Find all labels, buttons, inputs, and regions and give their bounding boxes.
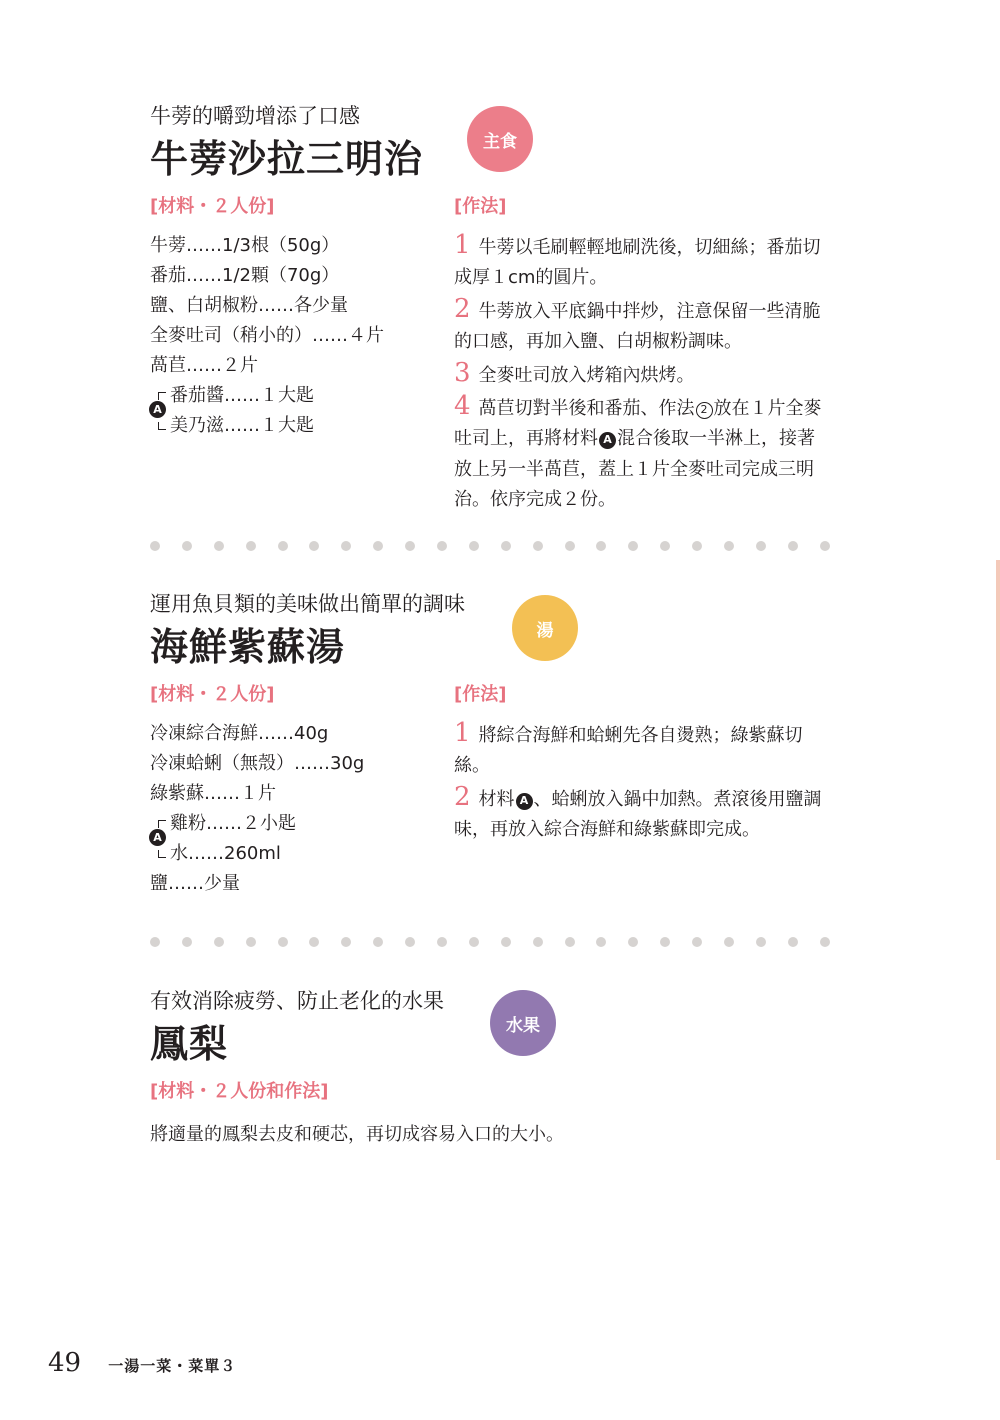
divider-dot — [724, 541, 734, 551]
divider-dot — [660, 541, 670, 551]
ingredient-item: 鹽、白胡椒粉……各少量 — [150, 295, 348, 316]
page-edge-bar — [996, 560, 1000, 1160]
recipe-seafood-shiso-soup — [150, 588, 830, 908]
divider-dot — [373, 937, 383, 947]
divider-dot — [501, 937, 511, 947]
step-item — [454, 391, 830, 516]
divider-dot — [405, 937, 415, 947]
divider-dot — [565, 937, 575, 947]
step-number: 4 — [454, 391, 471, 422]
step-text: 全麥吐司放入烤箱內烘烤。 — [478, 364, 695, 386]
ingredient-item: 冷凍蛤蜊（無殼）……30g — [150, 753, 365, 774]
divider-dot — [246, 541, 256, 551]
ingredient-item: 冷凍綜合海鮮……40g — [150, 723, 329, 744]
ingredient-list — [150, 719, 364, 899]
divider-dot — [788, 937, 798, 947]
category-badge-soup: 湯 — [512, 595, 578, 661]
divider-dot — [405, 541, 415, 551]
divider-dot — [309, 937, 319, 947]
ingredient-item: 水……260ml — [170, 843, 281, 864]
step-number: 2 — [454, 293, 471, 324]
chapter-title: 一湯一菜・菜單３ — [108, 1357, 237, 1375]
divider-dot — [341, 937, 351, 947]
steps-label: [作法] — [454, 196, 507, 217]
step-text: 將綜合海鮮和蛤蜊先各自燙熟；綠紫蘇切絲。 — [454, 725, 803, 777]
recipe-text: 將適量的鳳梨去皮和硬芯，再切成容易入口的大小。 — [150, 1124, 564, 1145]
divider-dot — [596, 541, 606, 551]
page-number: 49 — [48, 1348, 82, 1378]
step-list — [454, 718, 830, 846]
divider-dot — [309, 541, 319, 551]
divider-dot — [692, 937, 702, 947]
step-item — [454, 782, 830, 846]
recipe-title: 海鮮紫蘇湯 — [150, 625, 346, 669]
step-text: 材料 — [478, 788, 515, 810]
circled-number: 2 — [696, 402, 713, 419]
divider-dot — [469, 937, 479, 947]
recipe-subtitle: 有效消除疲勞、防止老化的水果 — [150, 989, 444, 1013]
ingredient-group-a — [150, 809, 364, 869]
ingredients-steps-label: [材料・２人份和作法] — [150, 1081, 329, 1102]
divider-dot — [660, 937, 670, 947]
divider-dot — [628, 541, 638, 551]
ingredient-item: 美乃滋……１大匙 — [170, 415, 314, 436]
divider-dot — [150, 937, 160, 947]
category-badge-staple: 主食 — [467, 106, 533, 172]
ingredient-item: 綠紫蘇……１片 — [150, 783, 276, 804]
steps-label: [作法] — [454, 684, 507, 705]
divider-dot — [628, 937, 638, 947]
recipe-title: 鳳梨 — [150, 1022, 229, 1066]
ingredient-item: 番茄……1/2顆（70g） — [150, 265, 340, 286]
recipe-subtitle: 牛蒡的嚼勁增添了口感 — [150, 104, 360, 128]
inline-mark-a: A — [599, 432, 616, 449]
step-text: 牛蒡放入平底鍋中拌炒，注意保留一些清脆的口感，再加入鹽、白胡椒粉調味。 — [454, 300, 821, 353]
divider-dot — [278, 937, 288, 947]
step-text: 、蛤蜊放入鍋中加熱。煮滾後用鹽調味，再放入綜合海鮮和綠紫蘇即完成。 — [454, 788, 822, 841]
dotted-divider — [150, 541, 830, 551]
divider-dot — [373, 541, 383, 551]
recipe-pineapple — [150, 985, 830, 1155]
divider-dot — [150, 541, 160, 551]
step-item — [454, 294, 830, 358]
ingredient-item: 萵苣……２片 — [150, 355, 258, 376]
inline-mark-a: A — [516, 793, 533, 810]
divider-dot — [820, 541, 830, 551]
divider-dot — [788, 541, 798, 551]
divider-dot — [724, 937, 734, 947]
ingredient-item: 雞粉……２小匙 — [170, 813, 296, 834]
ingredients-label: [材料・２人份] — [150, 684, 275, 705]
step-text: 放在１片全麥吐司上，再將材料 — [454, 398, 822, 450]
ingredient-group-a — [150, 381, 384, 441]
divider-dot — [565, 541, 575, 551]
ingredient-item: 全麥吐司（稍小的）……４片 — [150, 325, 384, 346]
recipe-title: 牛蒡沙拉三明治 — [150, 137, 424, 181]
ingredient-list — [150, 231, 384, 441]
divider-dot — [756, 937, 766, 947]
recipe-subtitle: 運用魚貝類的美味做出簡單的調味 — [150, 592, 465, 616]
page-footer — [48, 1348, 236, 1378]
category-badge-fruit: 水果 — [490, 990, 556, 1056]
ingredient-item: 牛蒡……1/3根（50g） — [150, 235, 340, 256]
divider-dot — [214, 937, 224, 947]
step-list — [454, 230, 830, 516]
divider-dot — [820, 937, 830, 947]
bracket-bottom — [158, 422, 166, 430]
step-text: 萵苣切對半後和番茄、作法 — [478, 398, 695, 420]
step-item — [454, 718, 830, 782]
step-text: 牛蒡以毛刷輕輕地刷洗後，切細絲；番茄切成厚１cm的圓片。 — [454, 237, 821, 289]
ingredient-item: 鹽……少量 — [150, 873, 240, 894]
step-item — [454, 358, 830, 391]
divider-dot — [437, 541, 447, 551]
divider-dot — [692, 541, 702, 551]
step-item — [454, 230, 830, 294]
group-mark-a: A — [149, 829, 166, 846]
divider-dot — [341, 541, 351, 551]
dotted-divider — [150, 937, 830, 947]
bracket-bottom — [158, 850, 166, 858]
divider-dot — [501, 541, 511, 551]
divider-dot — [437, 937, 447, 947]
group-mark-a: A — [149, 401, 166, 418]
step-number: 3 — [454, 357, 471, 388]
divider-dot — [182, 541, 192, 551]
divider-dot — [756, 541, 766, 551]
step-number: 2 — [454, 781, 471, 812]
recipe-burdock-sandwich — [150, 100, 830, 510]
divider-dot — [278, 541, 288, 551]
divider-dot — [533, 541, 543, 551]
divider-dot — [246, 937, 256, 947]
step-number: 1 — [454, 718, 471, 748]
divider-dot — [214, 541, 224, 551]
divider-dot — [533, 937, 543, 947]
divider-dot — [469, 541, 479, 551]
step-text: 混合後取一半淋上，接著放上另一半萵苣，蓋上１片全麥吐司完成三明治。依序完成２份。 — [454, 428, 815, 511]
divider-dot — [182, 937, 192, 947]
step-number: 1 — [454, 230, 471, 260]
divider-dot — [596, 937, 606, 947]
ingredients-label: [材料・２人份] — [150, 196, 275, 217]
ingredient-item: 番茄醬……１大匙 — [170, 385, 314, 406]
